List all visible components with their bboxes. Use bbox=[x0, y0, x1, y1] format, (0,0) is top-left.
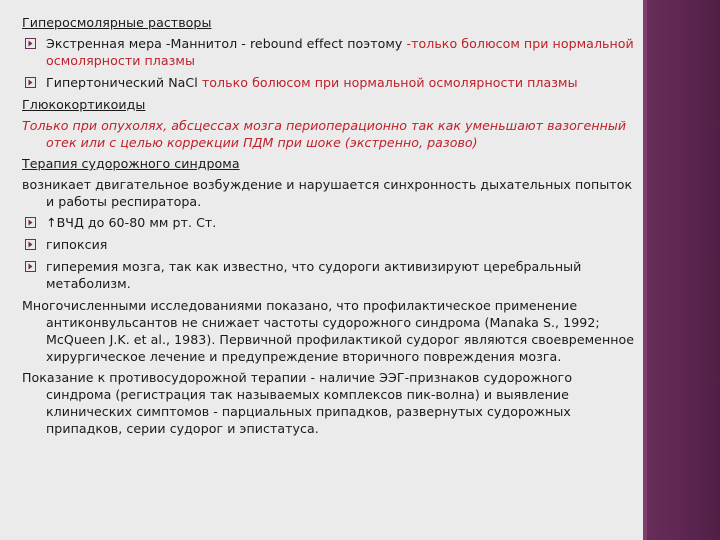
boxed-arrow-bullet-icon bbox=[25, 217, 36, 228]
bullet-item-icp bbox=[22, 214, 636, 231]
section-title-seizure-therapy: Терапия судорожного синдрома bbox=[22, 156, 240, 171]
decorative-sidebar bbox=[643, 0, 720, 540]
bullet-text-highlight: только болюсом при нормальной осмолярности плазмы bbox=[201, 75, 578, 90]
boxed-arrow-bullet-icon bbox=[25, 77, 36, 88]
boxed-arrow-bullet-icon bbox=[25, 38, 36, 49]
seizure-intro-text: возникает двигательное возбуждение и нарушается синхронность дыхательных попыток и работы респиратора. bbox=[22, 177, 633, 209]
bullet-item-hypoxia bbox=[22, 236, 636, 253]
bullet-text: ↑ВЧД до 60-80 мм рт. Ст. bbox=[46, 215, 217, 230]
bullet-text-highlight: -только болюсом при нормальной осмолярности плазмы bbox=[46, 36, 634, 68]
bullet-item-hyperemia bbox=[22, 258, 636, 292]
bullet-text: гиперемия мозга, так как известно, что судороги активизируют церебральный метаболизм. bbox=[46, 259, 582, 291]
section-title-hyperosmolar: Гиперосмолярные растворы bbox=[22, 15, 212, 30]
glucocorticoids-text: Только при опухолях, абсцессах мозга периоперационно так как уменьшают вазогенный отек или с целью коррекции ПДМ при шоке (экстренно, разово) bbox=[22, 118, 627, 150]
paragraph-indication: Показание к противосудорожной терапии - наличие ЭЭГ-признаков судорожного синдрома (регистрация так называемых комплексов пик-волна) и выявление клинических симптомов - парциальных припадков, развернутых судорожных припадков, серии судорог и эпистатуса. bbox=[22, 370, 573, 436]
section-title-glucocorticoids: Глюкокортикоиды bbox=[22, 97, 146, 112]
bullet-item-nacl bbox=[22, 74, 636, 91]
boxed-arrow-bullet-icon bbox=[25, 261, 36, 272]
bullet-text: гипоксия bbox=[46, 237, 108, 252]
bullet-item-mannitol bbox=[22, 35, 636, 69]
paragraph-prophylaxis: Многочисленными исследованиями показано, что профилактическое применение антиконвульсантов не снижает частоты судорожного синдрома (Manaka S., 1992; McQueen J.K. et al., 1983). Первичной профилактикой судорог являются своевременное хирургическое лечение и предупреждение вторичного повреждения мозга. bbox=[22, 298, 635, 364]
slide-content bbox=[22, 14, 636, 441]
bullet-text: Гипертонический NaCl bbox=[46, 75, 202, 90]
boxed-arrow-bullet-icon bbox=[25, 239, 36, 250]
bullet-text: Экстренная мера -Маннитол - rebound effect поэтому bbox=[46, 36, 407, 51]
